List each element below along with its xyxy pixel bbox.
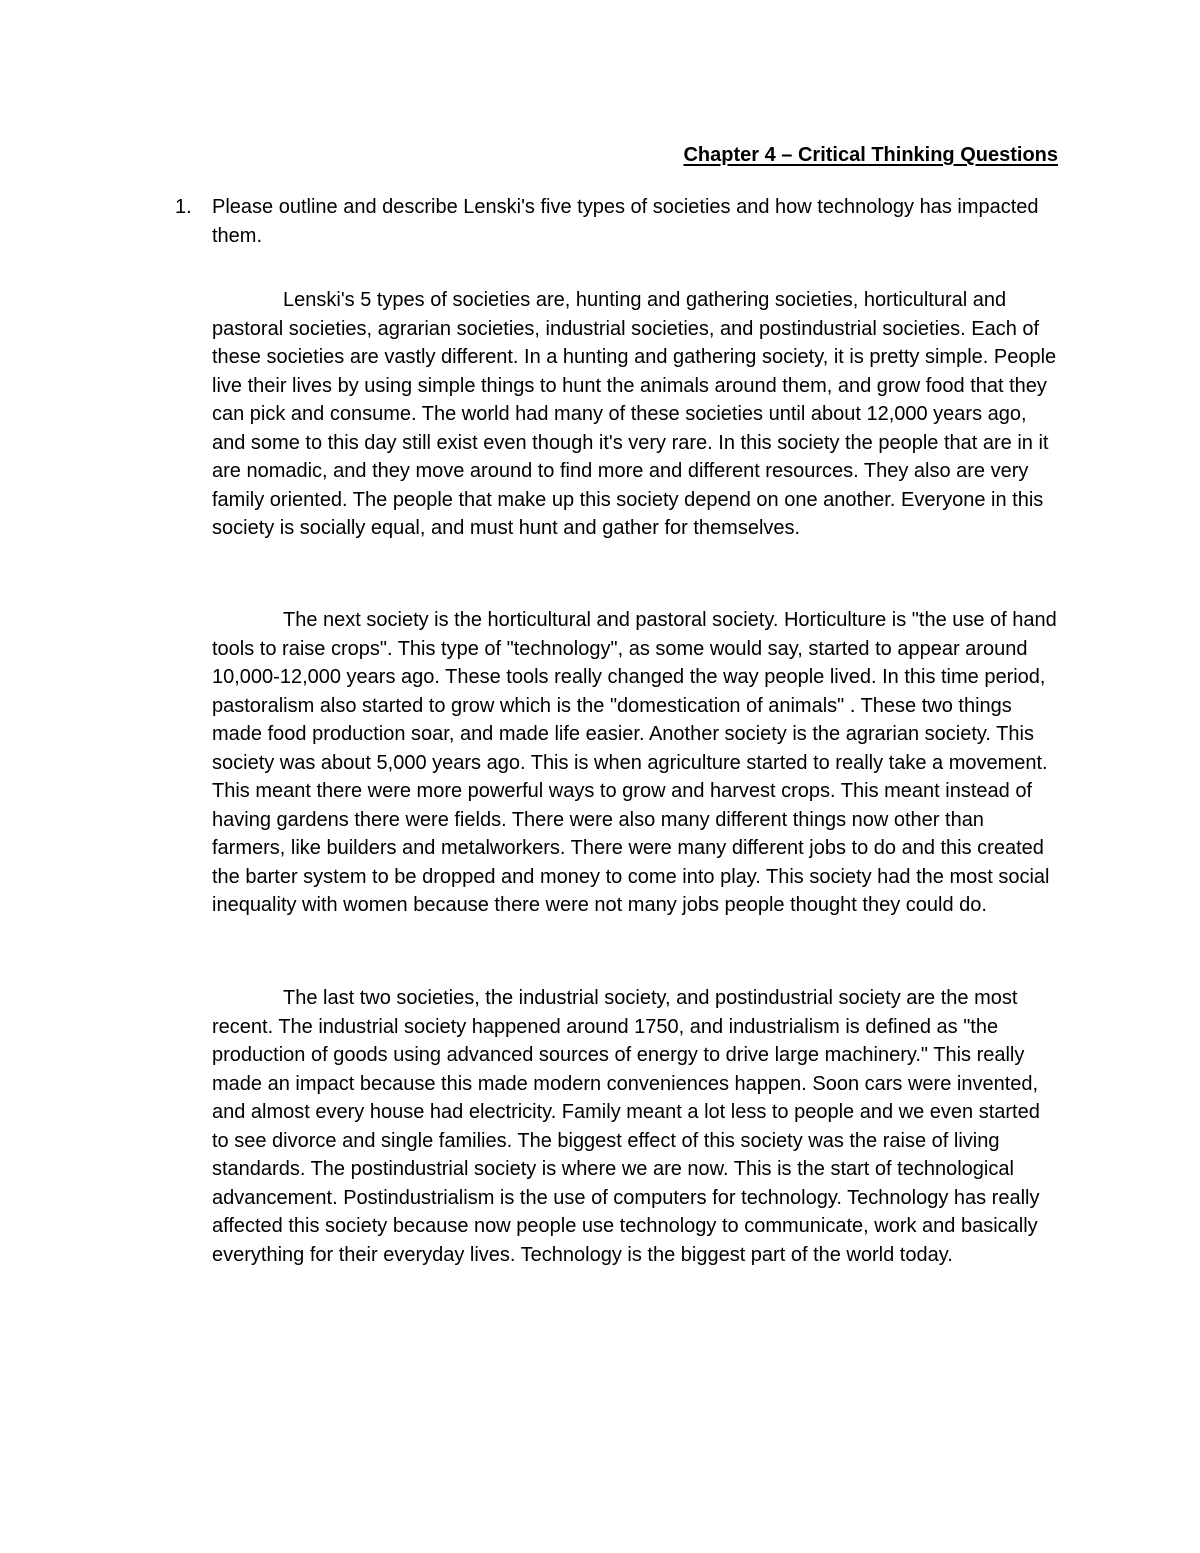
answer-paragraph-2: The next society is the horticultural and pastoral society. Horticulture is "the use of hand tools to raise crops". This type of "technology", as some would say, started to appear around 10,000-12,000 years ago. These tools really changed the way people lived. In this time period, pastoralism also started to grow which is the "domestication of animals" . These two things made food production soar, and made life easier. Another society is the agrarian society. This society was about 5,000 years ago. This is when agriculture started to really take a movement. This meant there were more powerful ways to grow and harvest crops. This meant instead of having gardens there were fields. There were also many different things now other than farmers, like builders and metalworkers. There were many different jobs to do and this created the barter system to be dropped and money to come into play. This society had the most social inequality with women because there were not many jobs people thought they could do. [212,609,1057,916]
question-item [175,193,1045,250]
document-title: Chapter 4 – Critical Thinking Questions [683,144,1058,166]
question-text: Please outline and describe Lenski's five types of societies and how technology has impacted them. [212,196,1039,247]
answer-paragraph-3: The last two societies, the industrial society, and postindustrial society are the most recent. The industrial society happened around 1750, and industrialism is defined as "the production of goods using advanced sources of energy to drive large machinery." This really made an impact because this made modern conveniences happen. Soon cars were invented, and almost every house had electricity. Family meant a lot less to people and we even started to see divorce and single families. The biggest effect of this society was the raise of living standards. The postindustrial society is where we are now. This is the start of technological advancement. Postindustrialism is the use of computers for technology. Technology has really affected this society because now people use technology to communicate, work and basically everything for their everyday lives. Technology is the biggest part of the world today. [212,987,1040,1266]
question-number: 1. [175,196,192,218]
answer-paragraph-1: Lenski's 5 types of societies are, hunting and gathering societies, horticultural and pastoral societies, agrarian societies, industrial societies, and postindustrial societies. Each of these societies are vastly different. In a hunting and gathering society, it is pretty simple. People live their lives by using simple things to hunt the animals around them, and grow food that they can pick and consume. The world had many of these societies until about 12,000 years ago, and some to this day still exist even though it's very rare. In this society the people that are in it are nomadic, and they move around to find more and different resources. They also are very family oriented. The people that make up this society depend on one another. Everyone in this society is socially equal, and must hunt and gather for themselves. [212,289,1057,539]
